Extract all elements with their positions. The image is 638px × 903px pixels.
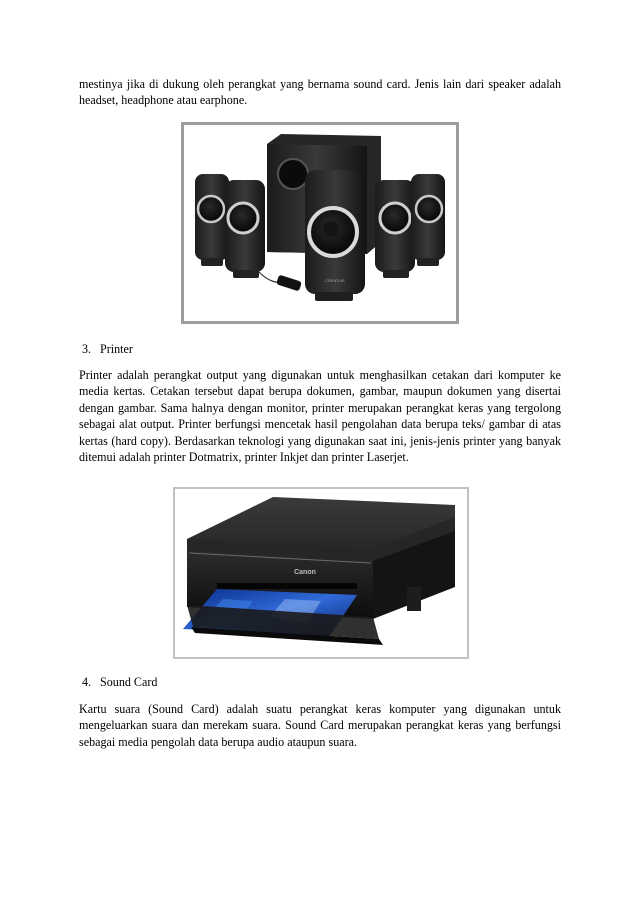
- sound-card-paragraph: Kartu suara (Sound Card) adalah suatu perangkat keras komputer yang digunakan untuk mengeluarkan suara dan merekam suara. Sound Card merupakan perangkat keras yang berfungsi sebagai media pengolah data berupa audio ataupun suara.: [79, 702, 561, 749]
- section-heading-printer: [82, 341, 133, 357]
- printer-image: [173, 487, 469, 659]
- center-speaker: [305, 170, 365, 301]
- speaker-system-image: [181, 122, 459, 324]
- satellite-speaker-far-left: [195, 174, 229, 266]
- section-heading-sound-card: [82, 674, 157, 690]
- satellite-speaker-right: [375, 180, 415, 278]
- speaker-brand-label: CREATIVE: [325, 278, 345, 283]
- printer-paragraph: Printer adalah perangkat output yang digunakan untuk menghasilkan cetakan dari komputer ke media kertas. Cetakan tersebut dapat berupa dokumen, gambar, maupun dokumen yang disertai dengan gambar. Sama halnya dengan monitor, printer merupakan perangkat keras yang tergolong sebagai alat output. Printer berfungsi mencetak hasil pengolahan data berupa teks/ gambar di atas kertas (hard copy). Berdasarkan teknologi yang digunakan saat ini, jenis-jenis printer yang banyak ditemui adalah printer Dotmatrix, printer Inkjet dan printer Laserjet.: [79, 368, 561, 465]
- satellite-speaker-far-right: [411, 174, 445, 266]
- section-title: Sound Card: [100, 675, 158, 689]
- section-number: 4.: [82, 675, 92, 689]
- printer-brand-label: Canon: [294, 569, 316, 576]
- section-title: Printer: [100, 342, 133, 356]
- satellite-speaker-left: [225, 180, 265, 278]
- section-number: 3.: [82, 342, 92, 356]
- intro-paragraph: mestinya jika di dukung oleh perangkat yang bernama sound card. Jenis lain dari speaker adalah headset, headphone atau earphone.: [79, 77, 561, 108]
